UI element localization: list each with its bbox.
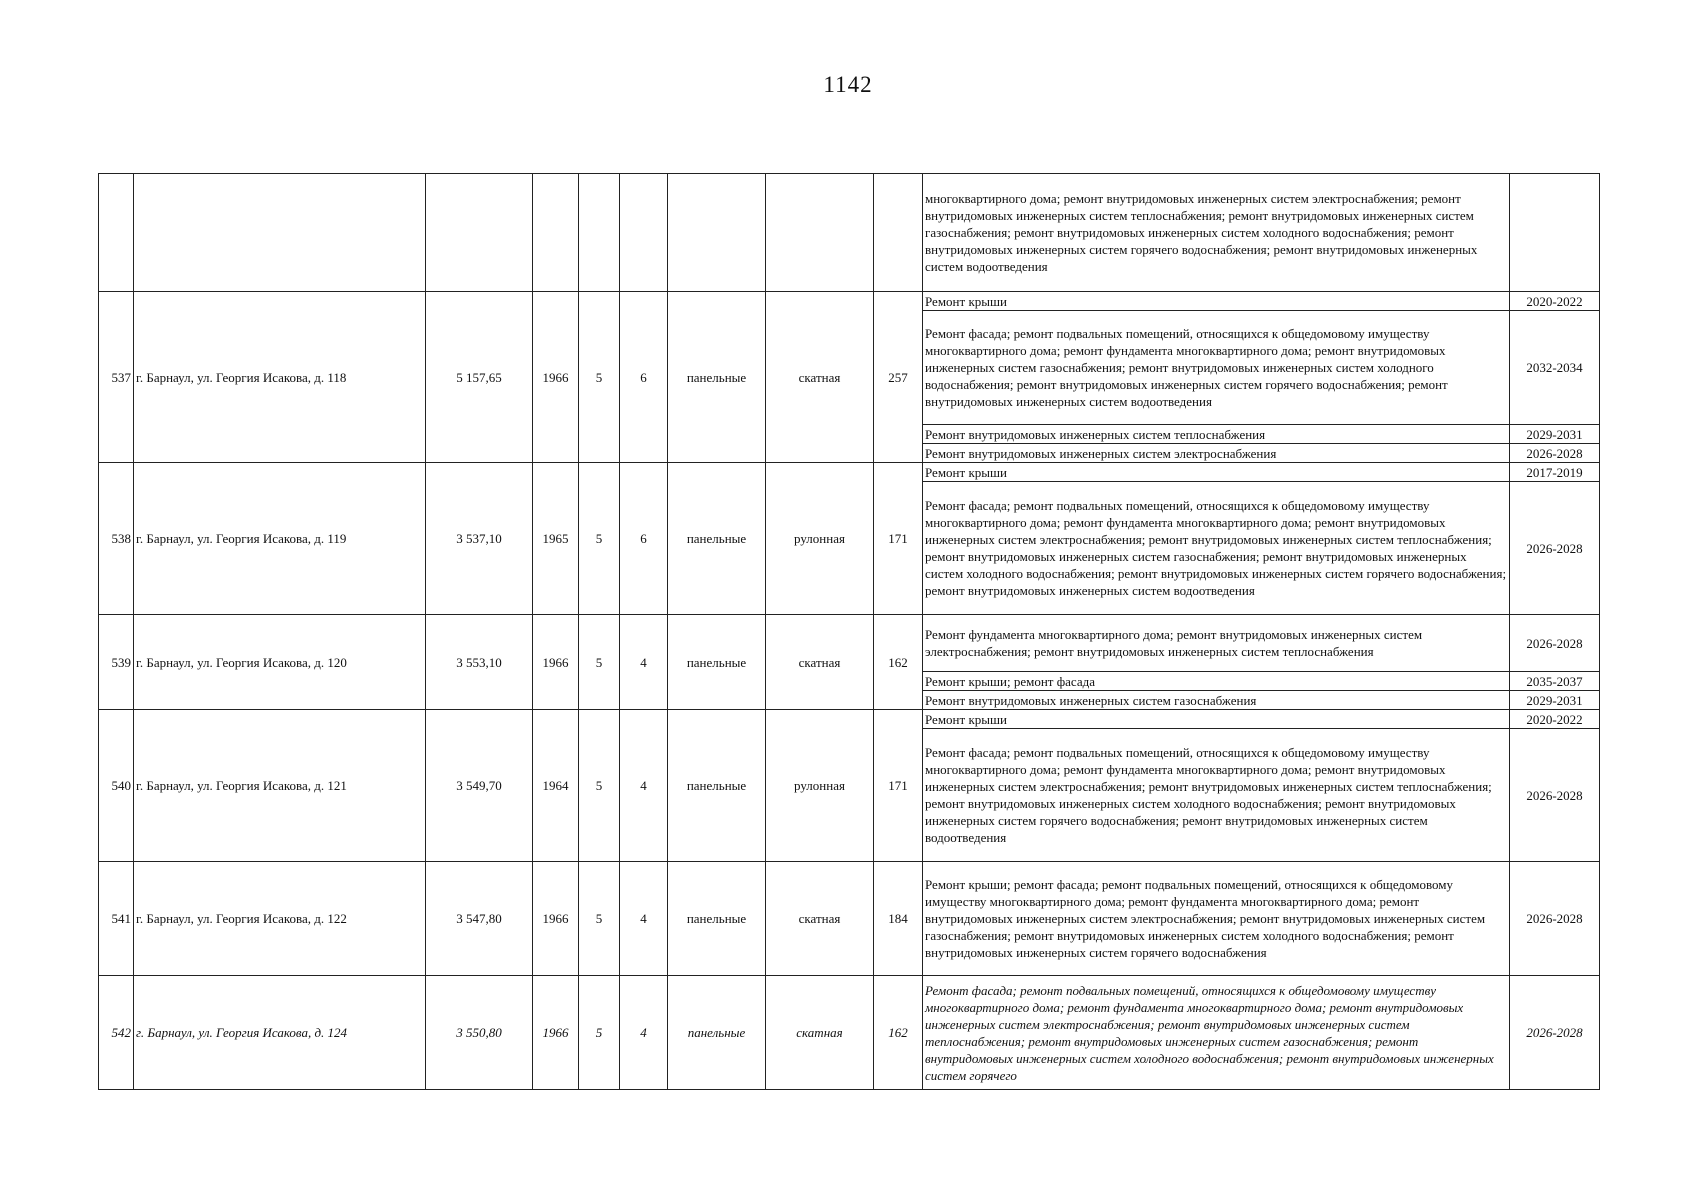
entrances-count: 4: [620, 976, 668, 1090]
row-number: 540: [99, 710, 134, 862]
floors-count: [579, 174, 620, 292]
table-row: [99, 615, 1600, 672]
total-area: 3 553,10: [426, 615, 533, 710]
residents-count: [874, 174, 923, 292]
roof-type: [766, 174, 874, 292]
table-row: [99, 976, 1600, 1090]
residents-count: 171: [874, 463, 923, 615]
house-address: г. Барнаул, ул. Георгия Исакова, д. 124: [134, 976, 426, 1090]
repair-works: Ремонт внутридомовых инженерных систем теплоснабжения: [923, 425, 1510, 444]
roof-type: скатная: [766, 292, 874, 463]
wall-material: панельные: [668, 862, 766, 976]
row-number: 537: [99, 292, 134, 463]
build-year: 1966: [533, 615, 579, 710]
wall-material: панельные: [668, 292, 766, 463]
entrances-count: [620, 174, 668, 292]
roof-type: рулонная: [766, 463, 874, 615]
repair-period: 2029-2031: [1510, 425, 1600, 444]
housing-register-table: [98, 173, 1600, 1090]
repair-works: Ремонт крыши: [923, 463, 1510, 482]
repair-period: 2029-2031: [1510, 691, 1600, 710]
repair-works: Ремонт крыши; ремонт фасада; ремонт подвальных помещений, относящихся к общедомовому имуществу многоквартирного дома; ремонт фундамента многоквартирного дома; ремонт внутридомовых инженерных систем электроснабжения; ремонт внутридомовых инженерных систем газоснабжения; ремонт внутридомовых инженерных систем холодного водоснабжения; ремонт внутридомовых инженерных систем горячего водоснабжения: [923, 862, 1510, 976]
total-area: 3 550,80: [426, 976, 533, 1090]
total-area: 5 157,65: [426, 292, 533, 463]
house-address: г. Барнаул, ул. Георгия Исакова, д. 119: [134, 463, 426, 615]
build-year: 1964: [533, 710, 579, 862]
repair-works: многоквартирного дома; ремонт внутридомовых инженерных систем электроснабжения; ремонт внутридомовых инженерных систем теплоснабжения; ремонт внутридомовых инженерных систем газоснабжения; ремонт внутридомовых инженерных систем холодного водоснабжения; ремонт внутридомовых инженерных систем горячего водоснабжения; ремонт внутридомовых инженерных систем водоотведения: [923, 174, 1510, 292]
total-area: 3 547,80: [426, 862, 533, 976]
floors-count: 5: [579, 862, 620, 976]
repair-works: Ремонт фасада; ремонт подвальных помещений, относящихся к общедомовому имуществу многоквартирного дома; ремонт фундамента многоквартирного дома; ремонт внутридомовых инженерных систем электроснабжения; ремонт внутридомовых инженерных систем теплоснабжения; ремонт внутридомовых инженерных систем холодного водоснабжения; ремонт внутридомовых инженерных систем горячего водоснабжения; ремонт внутридомовых инженерных систем водоотведения: [923, 729, 1510, 862]
build-year: 1966: [533, 976, 579, 1090]
repair-works: Ремонт крыши: [923, 710, 1510, 729]
repair-period: 2020-2022: [1510, 710, 1600, 729]
repair-period: 2020-2022: [1510, 292, 1600, 311]
build-year: 1965: [533, 463, 579, 615]
row-number: 538: [99, 463, 134, 615]
repair-period: 2026-2028: [1510, 729, 1600, 862]
table-row: [99, 292, 1600, 311]
build-year: 1966: [533, 292, 579, 463]
repair-period: 2026-2028: [1510, 976, 1600, 1090]
table-row: [99, 862, 1600, 976]
repair-period: 2026-2028: [1510, 482, 1600, 615]
wall-material: [668, 174, 766, 292]
repair-works: Ремонт внутридомовых инженерных систем газоснабжения: [923, 691, 1510, 710]
row-number: 541: [99, 862, 134, 976]
entrances-count: 4: [620, 862, 668, 976]
repair-period: 2026-2028: [1510, 862, 1600, 976]
house-address: г. Барнаул, ул. Георгия Исакова, д. 120: [134, 615, 426, 710]
table-body: [99, 174, 1600, 1090]
repair-period: 2017-2019: [1510, 463, 1600, 482]
wall-material: панельные: [668, 976, 766, 1090]
residents-count: 162: [874, 976, 923, 1090]
total-area: 3 549,70: [426, 710, 533, 862]
repair-period: 2032-2034: [1510, 311, 1600, 425]
roof-type: скатная: [766, 615, 874, 710]
repair-works: Ремонт фундамента многоквартирного дома; ремонт внутридомовых инженерных систем электроснабжения; ремонт внутридомовых инженерных систем теплоснабжения: [923, 615, 1510, 672]
total-area: [426, 174, 533, 292]
floors-count: 5: [579, 463, 620, 615]
table-row: [99, 463, 1600, 482]
residents-count: 184: [874, 862, 923, 976]
wall-material: панельные: [668, 615, 766, 710]
residents-count: 171: [874, 710, 923, 862]
wall-material: панельные: [668, 463, 766, 615]
repair-works: Ремонт фасада; ремонт подвальных помещений, относящихся к общедомовому имуществу многоквартирного дома; ремонт фундамента многоквартирного дома; ремонт внутридомовых инженерных систем электроснабжения; ремонт внутридомовых инженерных систем теплоснабжения; ремонт внутридомовых инженерных систем газоснабжения; ремонт внутридомовых инженерных систем холодного водоснабжения; ремонт внутридомовых инженерных систем горячего водоснабжения; ремонт внутридомовых инженерных систем водоотведения: [923, 482, 1510, 615]
repair-works: Ремонт крыши: [923, 292, 1510, 311]
build-year: [533, 174, 579, 292]
house-address: г. Барнаул, ул. Георгия Исакова, д. 122: [134, 862, 426, 976]
repair-period: 2026-2028: [1510, 444, 1600, 463]
entrances-count: 6: [620, 292, 668, 463]
repair-period: 2035-2037: [1510, 672, 1600, 691]
floors-count: 5: [579, 292, 620, 463]
house-address: г. Барнаул, ул. Георгия Исакова, д. 121: [134, 710, 426, 862]
repair-period: 2026-2028: [1510, 615, 1600, 672]
residents-count: 162: [874, 615, 923, 710]
roof-type: скатная: [766, 976, 874, 1090]
table-row: [99, 174, 1600, 292]
build-year: 1966: [533, 862, 579, 976]
floors-count: 5: [579, 710, 620, 862]
wall-material: панельные: [668, 710, 766, 862]
repair-works: Ремонт внутридомовых инженерных систем электроснабжения: [923, 444, 1510, 463]
roof-type: рулонная: [766, 710, 874, 862]
row-number: [99, 174, 134, 292]
repair-works: Ремонт фасада; ремонт подвальных помещений, относящихся к общедомовому имуществу многоквартирного дома; ремонт фундамента многоквартирного дома; ремонт внутридомовых инженерных систем газоснабжения; ремонт внутридомовых инженерных систем холодного водоснабжения; ремонт внутридомовых инженерных систем горячего водоснабжения; ремонт внутридомовых инженерных систем водоотведения: [923, 311, 1510, 425]
house-address: г. Барнаул, ул. Георгия Исакова, д. 118: [134, 292, 426, 463]
total-area: 3 537,10: [426, 463, 533, 615]
floors-count: 5: [579, 976, 620, 1090]
repair-period: [1510, 174, 1600, 292]
table-row: [99, 710, 1600, 729]
house-address: [134, 174, 426, 292]
entrances-count: 6: [620, 463, 668, 615]
repair-works: Ремонт фасада; ремонт подвальных помещений, относящихся к общедомовому имуществу многоквартирного дома; ремонт фундамента многоквартирного дома; ремонт внутридомовых инженерных систем электроснабжения; ремонт внутридомовых инженерных систем теплоснабжения; ремонт внутридомовых инженерных систем газоснабжения; ремонт внутридомовых инженерных систем холодного водоснабжения; ремонт внутридомовых инженерных систем горячего: [923, 976, 1510, 1090]
floors-count: 5: [579, 615, 620, 710]
repair-works: Ремонт крыши; ремонт фасада: [923, 672, 1510, 691]
row-number: 542: [99, 976, 134, 1090]
residents-count: 257: [874, 292, 923, 463]
entrances-count: 4: [620, 710, 668, 862]
roof-type: скатная: [766, 862, 874, 976]
page-number: 1142: [823, 72, 873, 97]
row-number: 539: [99, 615, 134, 710]
entrances-count: 4: [620, 615, 668, 710]
